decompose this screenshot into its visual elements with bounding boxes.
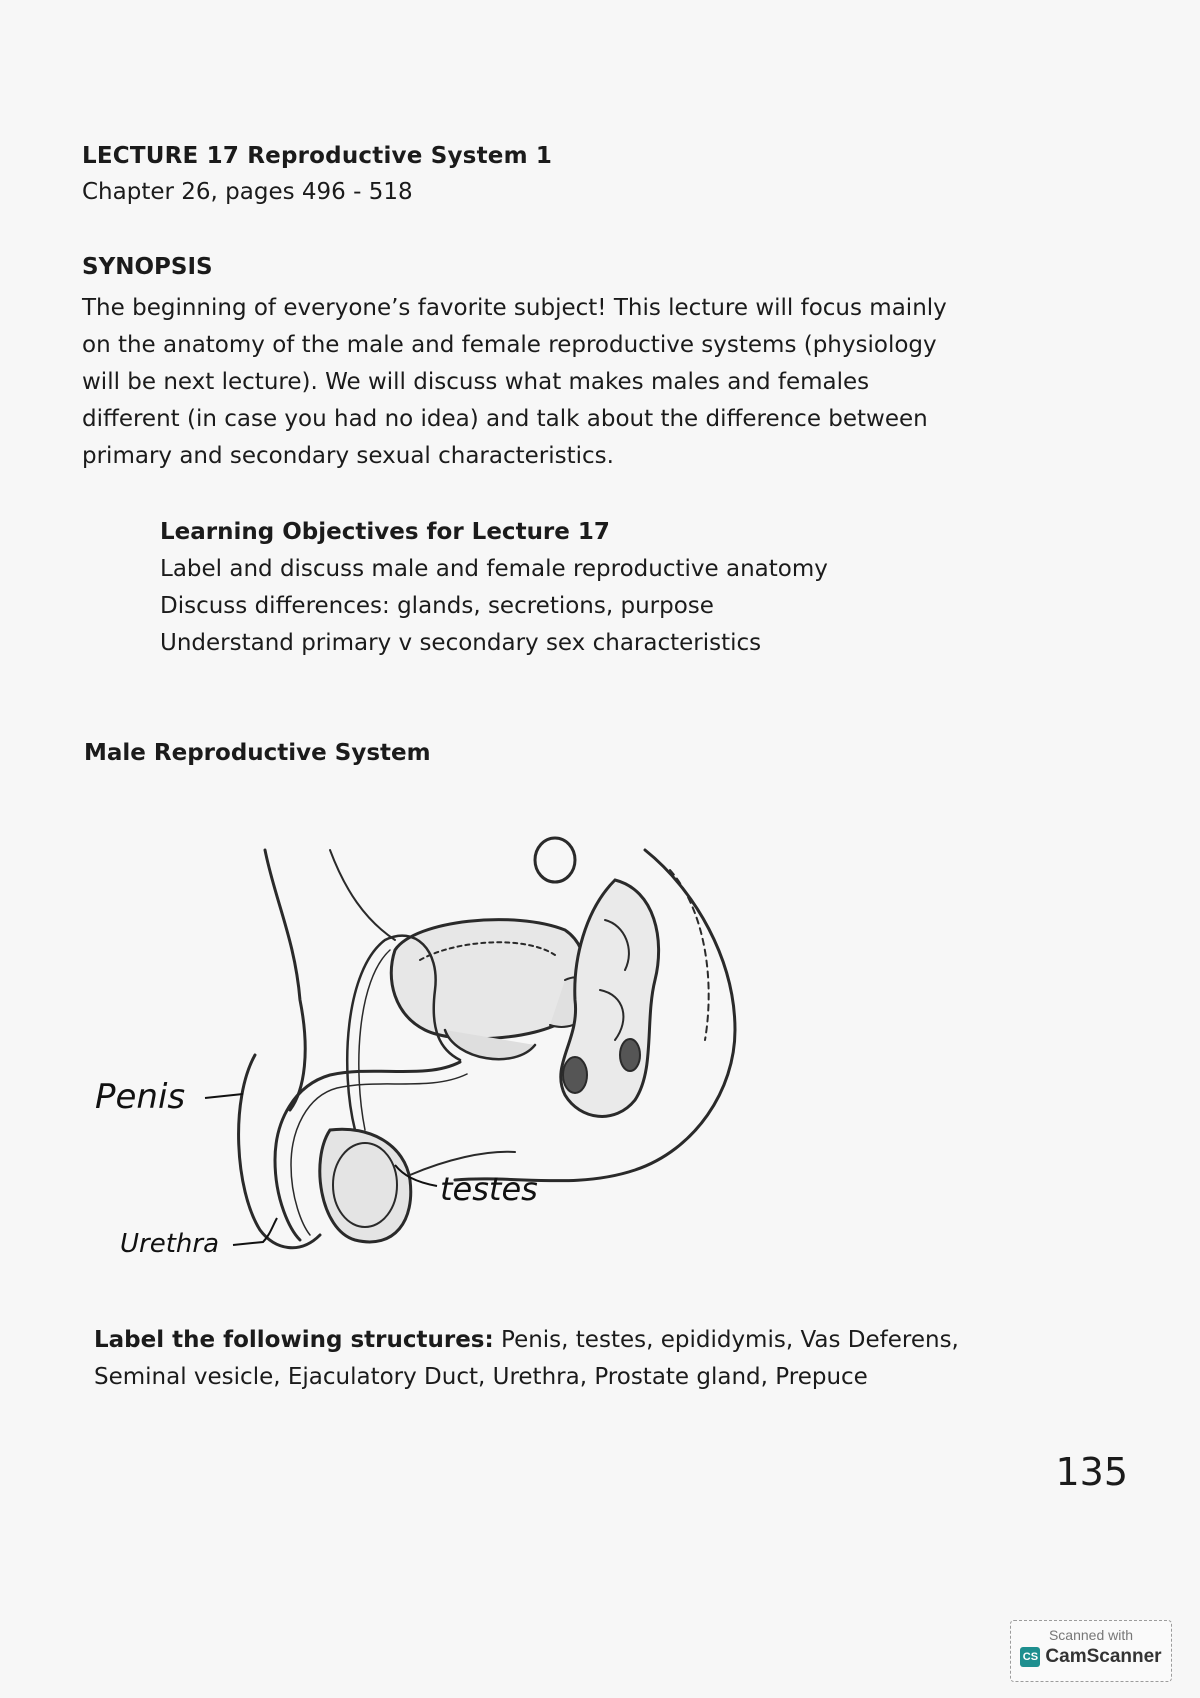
badge-brand [1011,1646,1171,1668]
camscanner-logo-icon: CS [1020,1647,1040,1667]
synopsis-line: The beginning of everyone’s favorite subject! This lecture will focus mainly [82,295,947,321]
male-system-heading: Male Reproductive System [84,740,431,766]
label-urethra: Urethra [120,1229,220,1259]
page-number: 135 [1055,1450,1128,1494]
camscanner-badge [1010,1620,1172,1682]
synopsis-line: will be next lecture). We will discuss what makes males and females [82,369,870,395]
objective-item: Understand primary v secondary sex characteristics [160,630,762,656]
badge-brand-name: CamScanner [1045,1646,1162,1667]
objective-item: Discuss differences: glands, secretions, purpose [160,593,714,619]
lecture-title: LECTURE 17 Reproductive System 1 [82,143,553,169]
labeling-instructions [94,1322,1074,1396]
learning-objectives [160,514,828,662]
synopsis-body [82,290,1042,475]
label-testes: testes [440,1170,538,1208]
synopsis-heading: SYNOPSIS [82,254,213,280]
synopsis-line: on the anatomy of the male and female reproductive systems (physiology [82,332,937,358]
objectives-title: Learning Objectives for Lecture 17 [160,519,610,545]
instructions-line-1 [94,1322,1074,1359]
synopsis-line: different (in case you had no idea) and talk about the difference between [82,406,928,432]
badge-caption: Scanned with [1048,1627,1134,1643]
synopsis-line: primary and secondary sexual characteristics. [82,443,614,469]
chapter-reference: Chapter 26, pages 496 - 518 [82,179,413,205]
objective-item: Label and discuss male and female reproductive anatomy [160,556,828,582]
male-anatomy-diagram [95,830,775,1290]
instructions-lead: Label the following structures: [94,1327,494,1353]
instructions-line-2: Seminal vesicle, Ejaculatory Duct, Urethra, Prostate gland, Prepuce [94,1364,868,1390]
instructions-list-part1: Penis, testes, epididymis, Vas Deferens, [493,1327,959,1353]
label-penis: Penis [95,1077,186,1117]
